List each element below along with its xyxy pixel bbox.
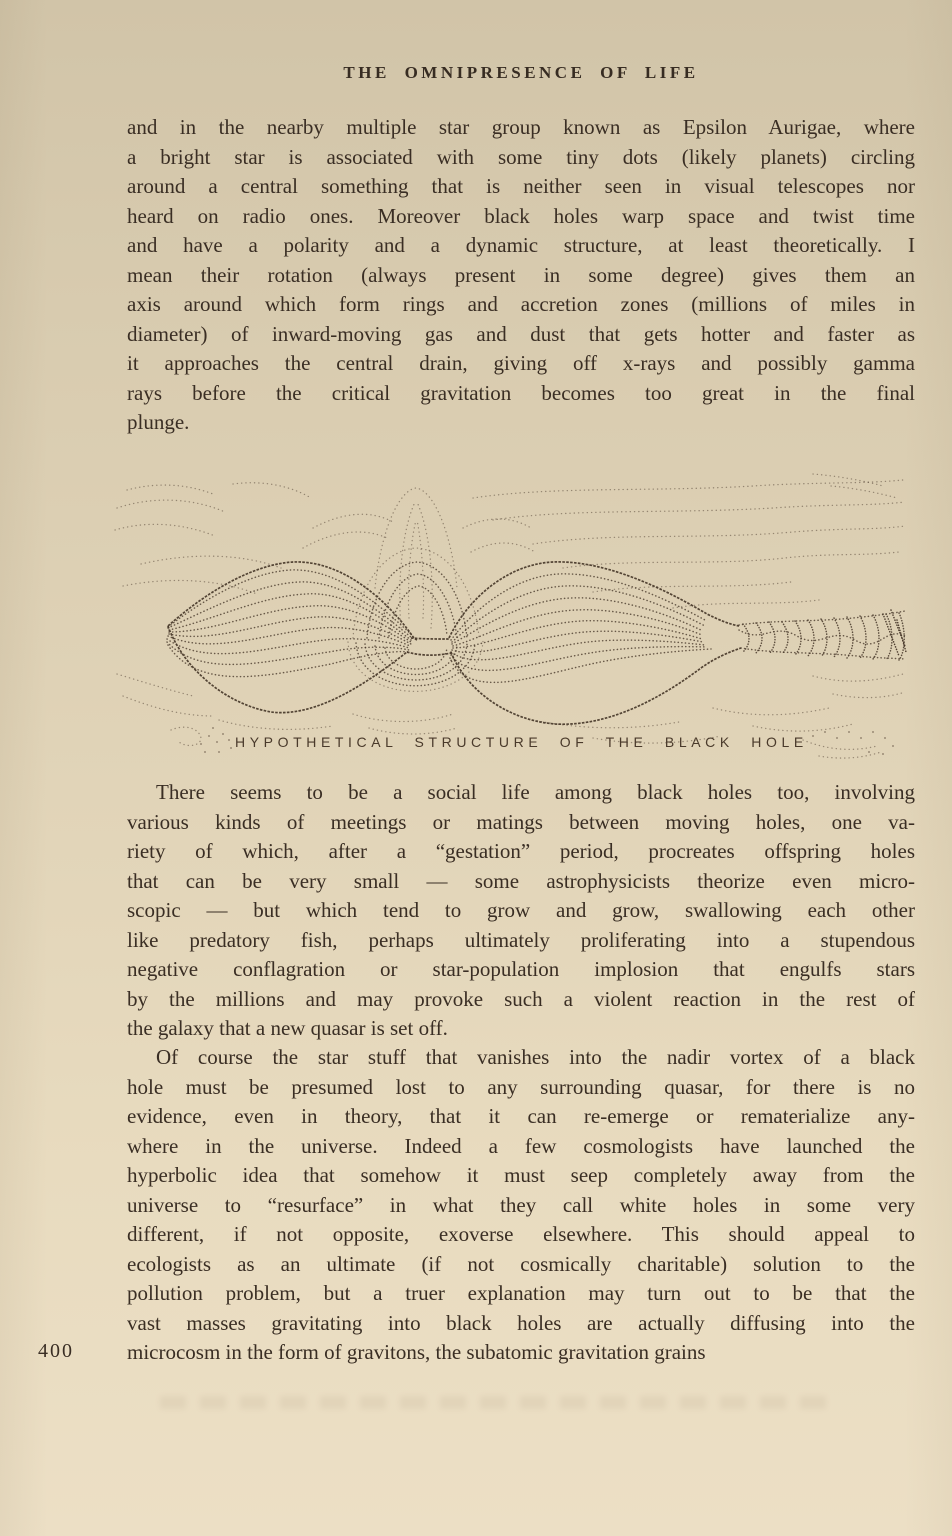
ambient-field-lines xyxy=(115,474,905,743)
page-number: 400 xyxy=(38,1340,74,1362)
black-hole-figure xyxy=(113,468,907,768)
text-line: like predatory fish, perhaps ultimately proliferating into a stupendous xyxy=(127,927,915,952)
paragraph-social-life xyxy=(127,778,915,1044)
paragraph-continuation xyxy=(127,113,915,438)
text-line: by the millions and may provoke such a violent reaction in the rest of xyxy=(127,986,915,1011)
text-line: mean their rotation (always present in some degree) gives them an xyxy=(127,262,915,287)
text-line: various kinds of meetings or matings between moving holes, one va- xyxy=(127,809,915,834)
text-line: evidence, even in theory, that it can re-emerge or rematerialize any- xyxy=(127,1104,915,1128)
text-line: around a central something that is neither seen in visual telescopes nor xyxy=(127,174,915,198)
text-line: pollution problem, but a truer explanation may turn out to be that the xyxy=(127,1281,915,1305)
bleed-through-ghost-text xyxy=(160,1396,840,1409)
text-line: it approaches the central drain, giving off x-rays and possibly gamma xyxy=(127,351,915,375)
text-line: where in the universe. Indeed a few cosmologists have launched the xyxy=(127,1133,915,1158)
text-line: microcosm in the form of gravitons, the subatomic gravitation grains xyxy=(127,1340,706,1364)
paragraph-star-stuff xyxy=(127,1043,915,1368)
text-line: riety of which, after a “gestation” period, procreates offspring holes xyxy=(127,839,915,863)
text-line: hole must be presumed lost to any surrounding quasar, for there is no xyxy=(127,1074,915,1099)
text-line: a bright star is associated with some tiny dots (likely planets) circling xyxy=(127,144,915,169)
text-line: heard on radio ones. Moreover black holes warp space and twist time xyxy=(127,203,915,228)
text-line: hyperbolic idea that somehow it must seep completely away from the xyxy=(127,1163,915,1187)
text-line: Of course the star stuff that vanishes into the nadir vortex of a black xyxy=(156,1045,915,1069)
figure-caption: HYPOTHETICAL STRUCTURE OF THE BLACK HOLE xyxy=(235,734,808,750)
text-line: plunge. xyxy=(127,410,190,434)
text-line: negative conflagration or star-population implosion that engulfs stars xyxy=(127,957,915,981)
text-line: ecologists as an ultimate (if not cosmically charitable) solution to the xyxy=(127,1251,915,1276)
text-line: and have a polarity and a dynamic structure, at least theoretically. I xyxy=(127,233,915,257)
text-line: There seems to be a social life among black holes too, involving xyxy=(156,780,915,804)
text-line: axis around which form rings and accretion zones (millions of miles in xyxy=(127,292,915,316)
text-line: that can be very small — some astrophysicists theorize even micro- xyxy=(127,868,915,893)
text-line: the galaxy that a new quasar is set off. xyxy=(127,1016,448,1040)
text-line: vast masses gravitating into black holes are actually diffusing into the xyxy=(127,1310,915,1335)
running-head: THE OMNIPRESENCE OF LIFE xyxy=(343,63,699,82)
text-line: universe to “resurface” in what they call white holes in some very xyxy=(127,1192,915,1217)
text-line: rays before the critical gravitation becomes too great in the final xyxy=(127,380,915,405)
text-line: and in the nearby multiple star group known as Epsilon Aurigae, where xyxy=(127,115,915,139)
black-hole-illustration-svg xyxy=(113,468,907,768)
text-line: scopic — but which tend to grow and grow, swallowing each other xyxy=(127,898,915,922)
right-lobe xyxy=(449,562,741,724)
text-line: different, if not opposite, exoverse elsewhere. This should appeal to xyxy=(127,1222,915,1246)
central-vortex xyxy=(348,548,483,691)
text-line: diameter) of inward-moving gas and dust that gets hotter and faster as xyxy=(127,321,915,346)
twisted-tail xyxy=(739,610,906,660)
